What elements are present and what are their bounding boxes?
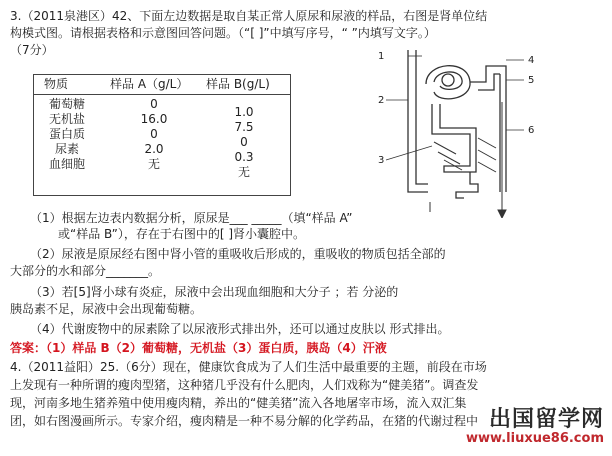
substance-urea: 尿素 <box>54 142 79 156</box>
sample-a-value: 0 <box>150 97 158 111</box>
substance-salts: 无机盐 <box>48 112 85 126</box>
renal-capsule <box>426 66 470 99</box>
q3-part2-line2: 大部分的水和部分_______。 <box>10 264 161 278</box>
sample-b-value: 7.5 <box>234 120 254 134</box>
sample-b-value: 无 <box>237 165 250 179</box>
q3-part3-line1: （3）若[5]肾小球有炎症，尿液中会出现血细胞和大分子 ；若 分泌的 <box>30 285 399 299</box>
substance-column <box>36 97 98 172</box>
q3-title-line1: 3.（2011泉港区）42、下面左边数据是取自某正常人原尿和尿液的样品，右图是肾单位结 <box>10 9 488 23</box>
collecting-duct-outer <box>500 66 506 192</box>
afferent-vessel-inner <box>416 50 428 184</box>
sample-b-value: 0.3 <box>234 150 254 164</box>
table-header-divider <box>34 94 290 95</box>
diagram-label-4: 4 <box>528 55 535 66</box>
sample-a-column <box>124 97 184 172</box>
q3-title-line2: 构模式图。请根据表格和示意图回答问题。（“[ ]”中填写序号，“ ”内填写文字。） <box>10 26 436 40</box>
diagram-label-3: 3 <box>378 155 385 166</box>
down-arrow-icon <box>498 210 506 218</box>
sample-a-value: 16.0 <box>140 112 168 126</box>
site-watermark-logo <box>466 402 604 446</box>
watermark-url: www.liuxue86.com <box>466 431 604 446</box>
data-table <box>33 74 291 196</box>
sample-b-value: 0 <box>240 135 248 149</box>
diagram-label-5: 5 <box>528 75 535 86</box>
q3-part1-line1: （1）根据左边表内数据分析，原尿是___ _____（填“样品 A” <box>30 211 353 225</box>
sample-a-value: 无 <box>147 157 160 171</box>
q4-line3: 现，河南多地生猪养殖中使用瘦肉精，养出的“健美猪”流入各地屠宰市场，流入双汇集 <box>10 396 467 410</box>
table-header-sample-b: 样品 B(g/L) <box>206 77 270 91</box>
table-header-sample-a: 样品 A（g/L） <box>110 77 189 91</box>
sample-b-value: 1.0 <box>234 105 254 119</box>
sample-b-column <box>214 105 274 180</box>
glomerulus-knot <box>442 74 454 86</box>
q3-part4: （4）代谢废物中的尿素除了以尿液形式排出外，还可以通过皮肤以 形式排出。 <box>30 322 450 336</box>
q4-line4: 团，如右图漫画所示。专家介绍，瘦肉精是一种不易分解的化学药品，在猪的代谢过程中 <box>10 414 479 428</box>
q3-part3-line2: 胰岛素不足，尿液中会出现葡萄糖。 <box>10 302 203 316</box>
q3-answer: 答案：（1）样品 B（2）葡萄糖，无机盐（3）蛋白质，胰岛（4）汗液 <box>10 341 387 355</box>
afferent-vessel <box>408 50 428 192</box>
q4-line2: 上发现有一种所谓的瘦肉型猪，这种猪几乎没有什么肥肉，人们戏称为“健美猪”。调查发 <box>10 378 479 392</box>
table-header-substance: 物质 <box>44 77 69 91</box>
q3-score: （7分） <box>10 43 54 57</box>
q3-part1-line2: 或“样品 B”），存在于右图中的[ ]肾小囊腔中。 <box>58 227 306 241</box>
renal-tubule <box>432 104 476 172</box>
nephron-diagram <box>378 42 538 218</box>
sample-a-value: 0 <box>150 127 158 141</box>
substance-blood-cells: 血细胞 <box>48 157 85 171</box>
diagram-label-1: 1 <box>378 51 385 62</box>
collecting-duct-bend <box>456 172 478 198</box>
substance-protein: 蛋白质 <box>48 127 85 141</box>
q4-line1: 4.（2011益阳）25.（6分）现在，健康饮食成为了人们生活中最重要的主题，前段在市场 <box>10 360 487 374</box>
q3-part2-line1: （2）尿液是原尿经右图中肾小管的重吸收后形成的，重吸收的物质包括全部的 <box>30 247 446 261</box>
diagram-label-6: 6 <box>528 125 535 136</box>
substance-glucose: 葡萄糖 <box>48 97 85 111</box>
watermark-title: 出国留学网 <box>488 407 604 432</box>
sample-a-value: 2.0 <box>144 142 164 156</box>
diagram-label-2: 2 <box>378 95 385 106</box>
